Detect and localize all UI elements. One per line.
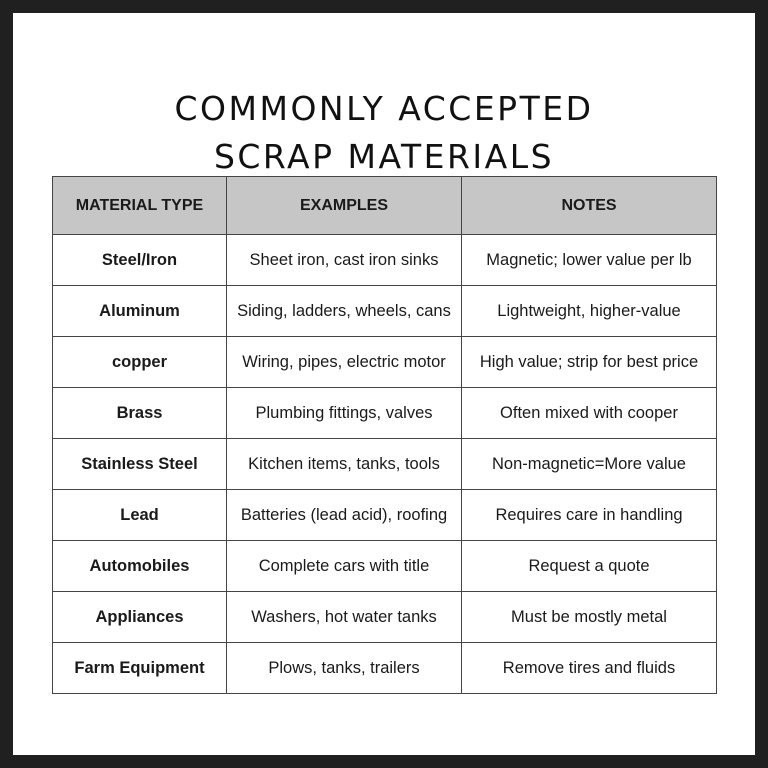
table-row bbox=[53, 439, 717, 490]
examples-cell: Complete cars with title bbox=[227, 541, 462, 592]
examples-cell: Plumbing fittings, valves bbox=[227, 388, 462, 439]
page-title bbox=[13, 85, 755, 181]
table-row bbox=[53, 541, 717, 592]
examples-cell: Sheet iron, cast iron sinks bbox=[227, 235, 462, 286]
header-material-type: MATERIAL TYPE bbox=[53, 177, 227, 235]
header-examples: EXAMPLES bbox=[227, 177, 462, 235]
examples-cell: Kitchen items, tanks, tools bbox=[227, 439, 462, 490]
notes-cell: Often mixed with cooper bbox=[462, 388, 717, 439]
notes-cell: Magnetic; lower value per lb bbox=[462, 235, 717, 286]
header-notes: NOTES bbox=[462, 177, 717, 235]
notes-cell: Requires care in handling bbox=[462, 490, 717, 541]
table-row bbox=[53, 388, 717, 439]
notes-cell: Must be mostly metal bbox=[462, 592, 717, 643]
notes-cell: Request a quote bbox=[462, 541, 717, 592]
table-row bbox=[53, 490, 717, 541]
material-cell: Aluminum bbox=[53, 286, 227, 337]
material-cell: copper bbox=[53, 337, 227, 388]
table-row bbox=[53, 286, 717, 337]
scrap-materials-card bbox=[13, 13, 755, 755]
notes-cell: High value; strip for best price bbox=[462, 337, 717, 388]
examples-cell: Plows, tanks, trailers bbox=[227, 643, 462, 694]
material-cell: Lead bbox=[53, 490, 227, 541]
title-line-1: COMMONLY ACCEPTED bbox=[174, 89, 594, 129]
examples-cell: Wiring, pipes, electric motor bbox=[227, 337, 462, 388]
table-row bbox=[53, 337, 717, 388]
notes-cell: Lightweight, higher-value bbox=[462, 286, 717, 337]
table-header-row bbox=[53, 177, 717, 235]
material-cell: Steel/Iron bbox=[53, 235, 227, 286]
material-cell: Farm Equipment bbox=[53, 643, 227, 694]
examples-cell: Washers, hot water tanks bbox=[227, 592, 462, 643]
title-line-2: SCRAP MATERIALS bbox=[213, 137, 555, 177]
scrap-materials-table bbox=[52, 176, 717, 694]
examples-cell: Siding, ladders, wheels, cans bbox=[227, 286, 462, 337]
table-row bbox=[53, 235, 717, 286]
notes-cell: Non-magnetic=More value bbox=[462, 439, 717, 490]
material-cell: Stainless Steel bbox=[53, 439, 227, 490]
material-cell: Automobiles bbox=[53, 541, 227, 592]
examples-cell: Batteries (lead acid), roofing bbox=[227, 490, 462, 541]
table-row bbox=[53, 592, 717, 643]
notes-cell: Remove tires and fluids bbox=[462, 643, 717, 694]
table-row bbox=[53, 643, 717, 694]
material-cell: Brass bbox=[53, 388, 227, 439]
material-cell: Appliances bbox=[53, 592, 227, 643]
